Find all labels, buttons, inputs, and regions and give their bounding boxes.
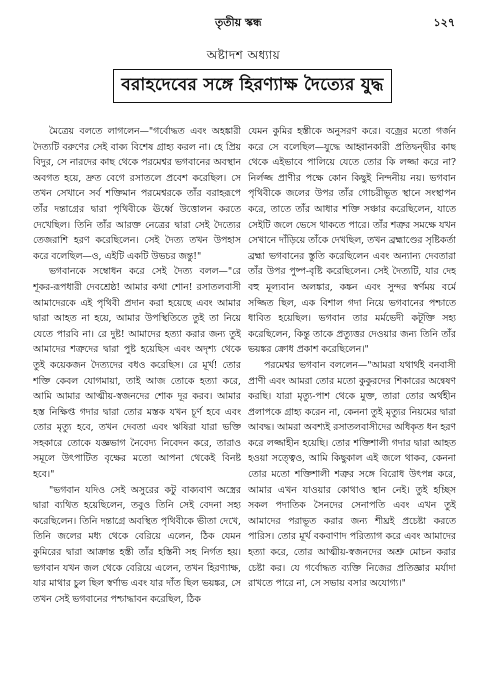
page-number: ১২৭ (433, 16, 455, 29)
paragraph: যেমন কুমির হস্তীকে অনুসরণ করে। বজ্রের মতো গর্জন করে সে বলেছিল—যুদ্ধে আহ্বানকারী প্রতিদ্বন্দ্বীর কাছ থেকে এইভাবে পালিয়ে যেতে তোর কি লজ্জা করে না? নির্লজ্জ প্রাণীর পক্ষে কোন কিছুই নিন্দনীয় নয়। ভগবান পৃথিবীকে জলের উপর তাঁর গোচরীভূত স্থানে সংস্থাপন করে, তাতে তাঁর আধার শক্তি সঞ্চার করেছিলেন, যাতে সেইটি জলে ভেসে থাকতে পারে। তাঁর শত্রুর সমক্ষে যখন সেখানে দাঁড়িয়ে তাঁকে দেখছিল, তখন ব্রহ্মাণ্ডের সৃষ্টিকর্তা ব্রহ্মা ভগবানের স্তুতি করেছিলেন এবং অন্যান্য দেবতারা তাঁর উপর পুষ্প-বৃষ্টি করেছিলেন। সেই দৈত্যটি, যার দেহ বহু মূল্যবান অলঙ্কার, কঙ্কন এবং সুন্দর স্বর্ণময় বর্মে সজ্জিত ছিল, এক বিশাল গদা নিয়ে ভগবানের পশ্চাতে ধাবিত হয়েছিল। ভগবান তার মর্মভেদী কটূক্তি সহ্য করেছিলেন, কিন্তু তাকে প্রত্যুত্তর দেওয়ার জন্য তিনি তাঁর ভয়ঙ্কর ক্রোধ প্রকাশ করেছিলেন।" (248, 126, 456, 356)
paragraph: "ভগবান যদিও সেই অসুরের কটু বাক্যবাণ অস্ত্রের দ্বারা ব্যথিত হয়েছিলেন, তবুও তিনি সেই বেদনা সহ্য করেছিলেন। তিনি দন্তাগ্রে অবস্থিত পৃথিবীকে ভীতা দেখে, তিনি জলের মধ্য থেকে বেরিয়ে এলেন, ঠিক যেমন কুমিরের দ্বারা আক্রান্ত হস্তী তাঁর হস্তিনী সহ নির্গত হয়। ভগবান যখন জল থেকে বেরিয়ে এলেন, তখন হিরণ্যাক্ষ, যার মাথার চুল ছিল স্বর্ণাভ এবং যার দাঁত ছিল ভয়ঙ্কর, সে তখন সেই ভগবানের পশ্চাদ্ধাবন করেছিল, ঠিক (33, 484, 241, 605)
right-column (248, 124, 456, 664)
paragraph: পরমেশ্বর ভগবান বললেন—"আমরা যথার্থই বনবাসী প্রাণী এবং আমরা তোর মতো কুকুরদের শিকারের অন্বেষণ করছি। যারা মৃত্যু-পাশ থেকে মুক্ত, তারা তোর অর্থহীন প্রলাপকে গ্রাহ্য করেন না, কেননা তুই মৃত্যুর নিয়মের দ্বারা আবদ্ধ। আমরা অবশ্যই রসাতলবাসীদের অধিকৃত ধন হরণ করে লজ্জাহীন হয়েছি। তোর শক্তিশালী গদার দ্বারা আহত হওয়া সত্ত্বেও, আমি কিছুকাল এই জলে থাকব, কেননা তোর মতো শক্তিশালী শত্রুর সঙ্গে বিরোধ উৎপন্ন করে, আমার এখন যাওয়ার কোথাও স্থান নেই। তুই হচ্ছিস সকল পদাতিক সৈনদের সেনাপতি এবং এখন তুই আমাদের পরাভূত করার জন্য শীঘ্রই প্রচেষ্টা করতে পারিস। তোর মূর্খ বকবাণাদ পরিত্যাগ করে এবং আমাদের হত্যা করে, তোর আত্মীয়-স্বজনদের অশ্রু মোচন করার চেষ্টা কর। যে গর্বোদ্ধত ব্যক্তি নিজের প্রতিজ্ঞার মর্যাদা রাখতে পারে না, সে সভায় বসার অযোগ্য।" (248, 359, 456, 590)
paragraph: ভগবানকে সম্বোধন করে সেই দৈত্য বলল—"রে শূকর-রূপধারী দেবশ্রেষ্ঠ! আমার কথা শোন! রসাতলবাসী আমাদেরকে এই পৃথিবী প্রদান করা হয়েছে এবং আমার দ্বারা আহত না হয়ে, আমার উপস্থিতিতে তুই তা নিয়ে যেতে পারবি না। রে দুষ্ট! আমাদের হত্যা করার জন্য তুই আমাদের শত্রুদের দ্বারা পুষ্ট হয়েছিস এবং অদৃশ্য থেকে তুই কয়েকজন দৈত্যদের বধও করেছিস। রে মূর্খ! তোর শক্তি কেবল যোগমায়া, তাই আজ তোকে হত্যা করে, আমি আমার আত্মীয়-স্বজনদের শোক দূর করব। আমার হস্ত নিক্ষিপ্ত গদার দ্বারা তোর মস্তক যখন চূর্ণ হবে এবং তোর মৃত্যু হবে, তখন দেবতা এবং ঋষিরা যারা ভক্তি সহকারে তোকে যজ্ঞভাগ নৈবেদ্য নিবেদন করে, তারাও সমূলে উৎপাটিত বৃক্ষের মতো আপনা থেকেই বিনষ্ট হবে।" (33, 266, 241, 481)
left-column (33, 124, 241, 664)
paragraph: মৈত্রেয় বলতে লাগলেন—"গর্বোদ্ধত এবং অহঙ্কারী দৈত্যটি বরুণের সেই বাক্য বিশেষ গ্রাহ্য করল না। হে প্রিয় বিদুর, সে নারদের কাছ থেকে পরমেশ্বর ভগবানের অবস্থান অবগত হয়ে, দ্রুত বেগে রসাতলে প্রবেশ করেছিল। সে তখন সেখানে সর্ব শক্তিমান পরমেশ্বরকে তাঁর বরাহরূপে তাঁর দন্তাগ্রের দ্বারা পৃথিবীকে ঊর্ধ্বে উত্তোলন করতে দেখেছিল। তিনি তাঁর আরক্ত নেত্রের দ্বারা সেই দৈত্যের তেজরাশি হরণ করেছিলেন। সেই দৈত্য তখন উপহাস করে বলেছিল—ও, এইটি একটি উভচর জন্তু!" (33, 126, 241, 262)
running-head (0, 14, 487, 30)
chapter-title: বরাহদেবের সঙ্গে হিরণ্যাক্ষ দৈত্যের যুদ্ধ (121, 75, 384, 95)
chapter-title-box (113, 69, 392, 103)
running-title: তৃতীয় স্কন্ধ (215, 16, 262, 29)
chapter-label: অষ্টাদশ অধ্যায় (206, 48, 281, 62)
